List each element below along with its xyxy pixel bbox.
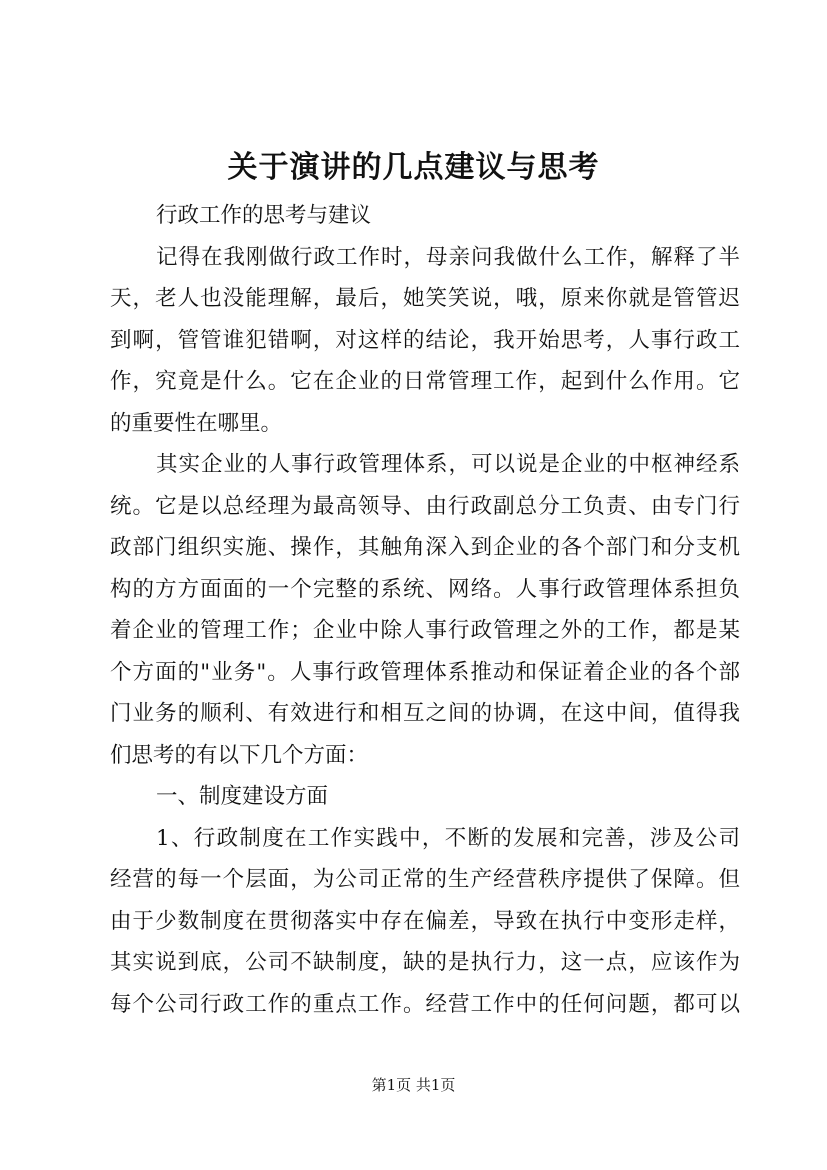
- document-title: 关于演讲的几点建议与思考: [227, 150, 600, 185]
- text-line: 经营的每一个层面，为公司正常的生产经营秩序提供了保障。但: [110, 867, 740, 892]
- text-line: 行政工作的思考与建议: [156, 203, 372, 228]
- text-line: 其实企业的人事行政管理体系，可以说是企业的中枢神经系: [156, 452, 740, 477]
- page-footer: 第1页 共1页: [371, 1076, 456, 1094]
- text-line: 政部门组织实施、操作，其触角深入到企业的各个部门和分支机: [110, 535, 740, 560]
- text-line: 其实说到底，公司不缺制度，缺的是执行力，这一点，应该作为: [110, 950, 740, 975]
- text-line: 1、行政制度在工作实践中，不断的发展和完善，涉及公司: [156, 825, 740, 851]
- text-line: 天，老人也没能理解，最后，她笑笑说，哦，原来你就是管管迟: [110, 286, 740, 311]
- text-line: 着企业的管理工作；企业中除人事行政管理之外的工作，都是某: [110, 618, 740, 643]
- text-line: 统。它是以总经理为最高领导、由行政副总分工负责、由专门行: [110, 493, 740, 519]
- text-line: 个方面的"业务"。人事行政管理体系推动和保证着企业的各个部: [110, 659, 740, 685]
- text-line: 一、制度建设方面: [156, 784, 329, 809]
- text-line: 构的方方面面的一个完整的系统、网络。人事行政管理体系担负: [110, 576, 740, 602]
- text-line: 们思考的有以下几个方面：: [110, 742, 369, 768]
- text-line: 每个公司行政工作的重点工作。经营工作中的任何问题，都可以: [110, 991, 740, 1017]
- text-line: 由于少数制度在贯彻落实中存在偏差，导致在执行中变形走样，: [110, 908, 740, 934]
- text-line: 记得在我刚做行政工作时，母亲问我做什么工作，解释了半: [156, 244, 740, 270]
- text-line: 的重要性在哪里。: [110, 410, 283, 436]
- document-body: [110, 195, 740, 1025]
- text-line: 门业务的顺利、有效进行和相互之间的协调，在这中间，值得我: [110, 701, 740, 726]
- text-line: 作，究竟是什么。它在企业的日常管理工作，起到什么作用。它: [110, 369, 740, 394]
- text-line: 到啊，管管谁犯错啊，对这样的结论，我开始思考，人事行政工: [110, 327, 740, 353]
